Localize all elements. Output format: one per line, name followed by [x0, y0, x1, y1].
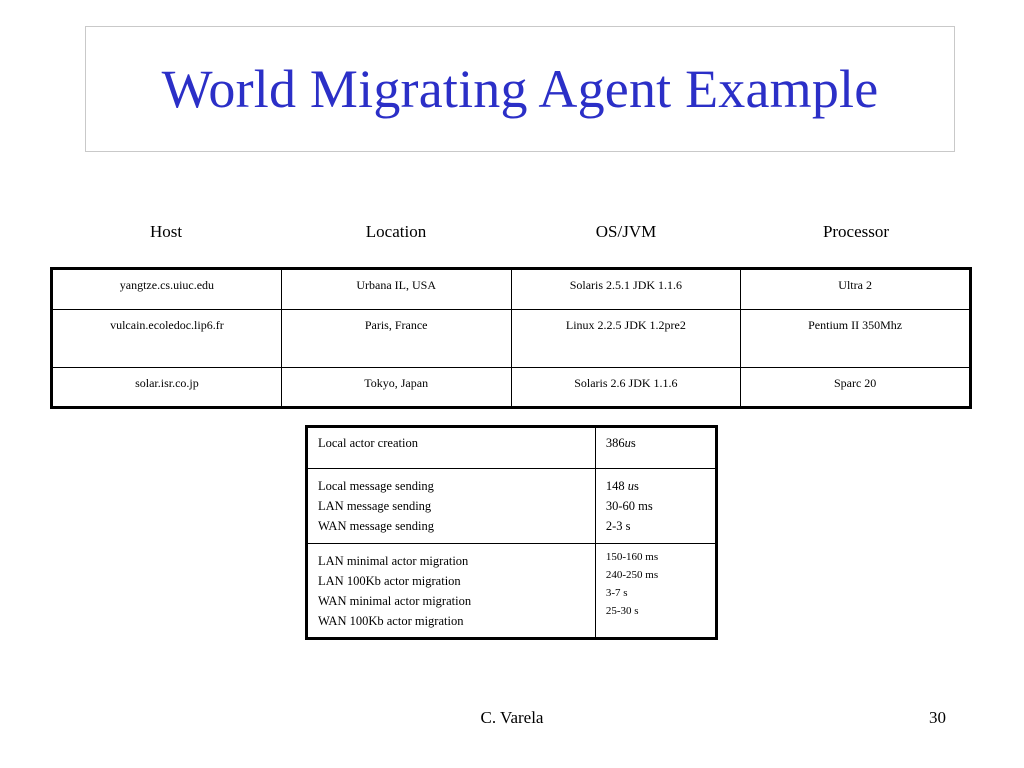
operation-label: LAN minimal actor migration	[318, 554, 469, 568]
hosts-table	[50, 267, 972, 409]
operation-label: Local actor creation	[318, 436, 418, 450]
time-value: 386us	[605, 436, 636, 450]
operation-cell	[307, 427, 596, 469]
host-cell: vulcain.ecoledoc.lip6.fr	[52, 310, 282, 368]
header-os-jvm: OS/JVM	[595, 222, 657, 241]
time-value: 240-250 ms	[605, 569, 659, 581]
time-value: 2-3 s	[605, 519, 631, 533]
slide-title: World Migrating Agent Example	[161, 59, 879, 119]
host-cell: yangtze.cs.uiuc.edu	[52, 269, 282, 310]
operation-label: WAN message sending	[318, 519, 434, 533]
operation-cell	[307, 469, 596, 544]
table-row	[307, 469, 717, 544]
table-row	[307, 544, 717, 639]
table-row	[52, 368, 971, 408]
time-cell	[595, 427, 716, 469]
operation-cell	[307, 544, 596, 639]
os-jvm-cell: Solaris 2.6 JDK 1.1.6	[511, 368, 741, 408]
performance-table	[305, 425, 718, 640]
operation-label: WAN 100Kb actor migration	[318, 614, 464, 628]
title-box	[85, 26, 955, 152]
host-cell: solar.isr.co.jp	[52, 368, 282, 408]
header-processor: Processor	[822, 222, 890, 241]
operation-label: LAN 100Kb actor migration	[318, 574, 461, 588]
location-cell: Urbana IL, USA	[281, 269, 511, 310]
footer-author: C. Varela	[480, 708, 544, 727]
time-value: 3-7 s	[605, 587, 628, 599]
processor-cell: Pentium II 350Mhz	[741, 310, 971, 368]
header-location: Location	[365, 222, 427, 241]
header-host: Host	[149, 222, 183, 241]
location-cell: Tokyo, Japan	[281, 368, 511, 408]
processor-cell: Ultra 2	[741, 269, 971, 310]
operation-label: WAN minimal actor migration	[318, 594, 472, 608]
operation-label: LAN message sending	[318, 499, 432, 513]
time-value: 150-160 ms	[605, 551, 659, 563]
location-cell: Paris, France	[281, 310, 511, 368]
time-cell	[595, 469, 716, 544]
time-value: 148 us	[605, 479, 639, 493]
page-number: 30	[929, 708, 946, 727]
os-jvm-cell: Linux 2.2.5 JDK 1.2pre2	[511, 310, 741, 368]
time-value: 30-60 ms	[605, 499, 653, 513]
processor-cell: Sparc 20	[741, 368, 971, 408]
table-row	[52, 310, 971, 368]
time-value: 25-30 s	[605, 605, 639, 617]
os-jvm-cell: Solaris 2.5.1 JDK 1.1.6	[511, 269, 741, 310]
hosts-table-headers	[51, 220, 971, 244]
table-row	[52, 269, 971, 310]
operation-label: Local message sending	[318, 479, 434, 493]
time-cell	[595, 544, 716, 639]
table-row	[307, 427, 717, 469]
